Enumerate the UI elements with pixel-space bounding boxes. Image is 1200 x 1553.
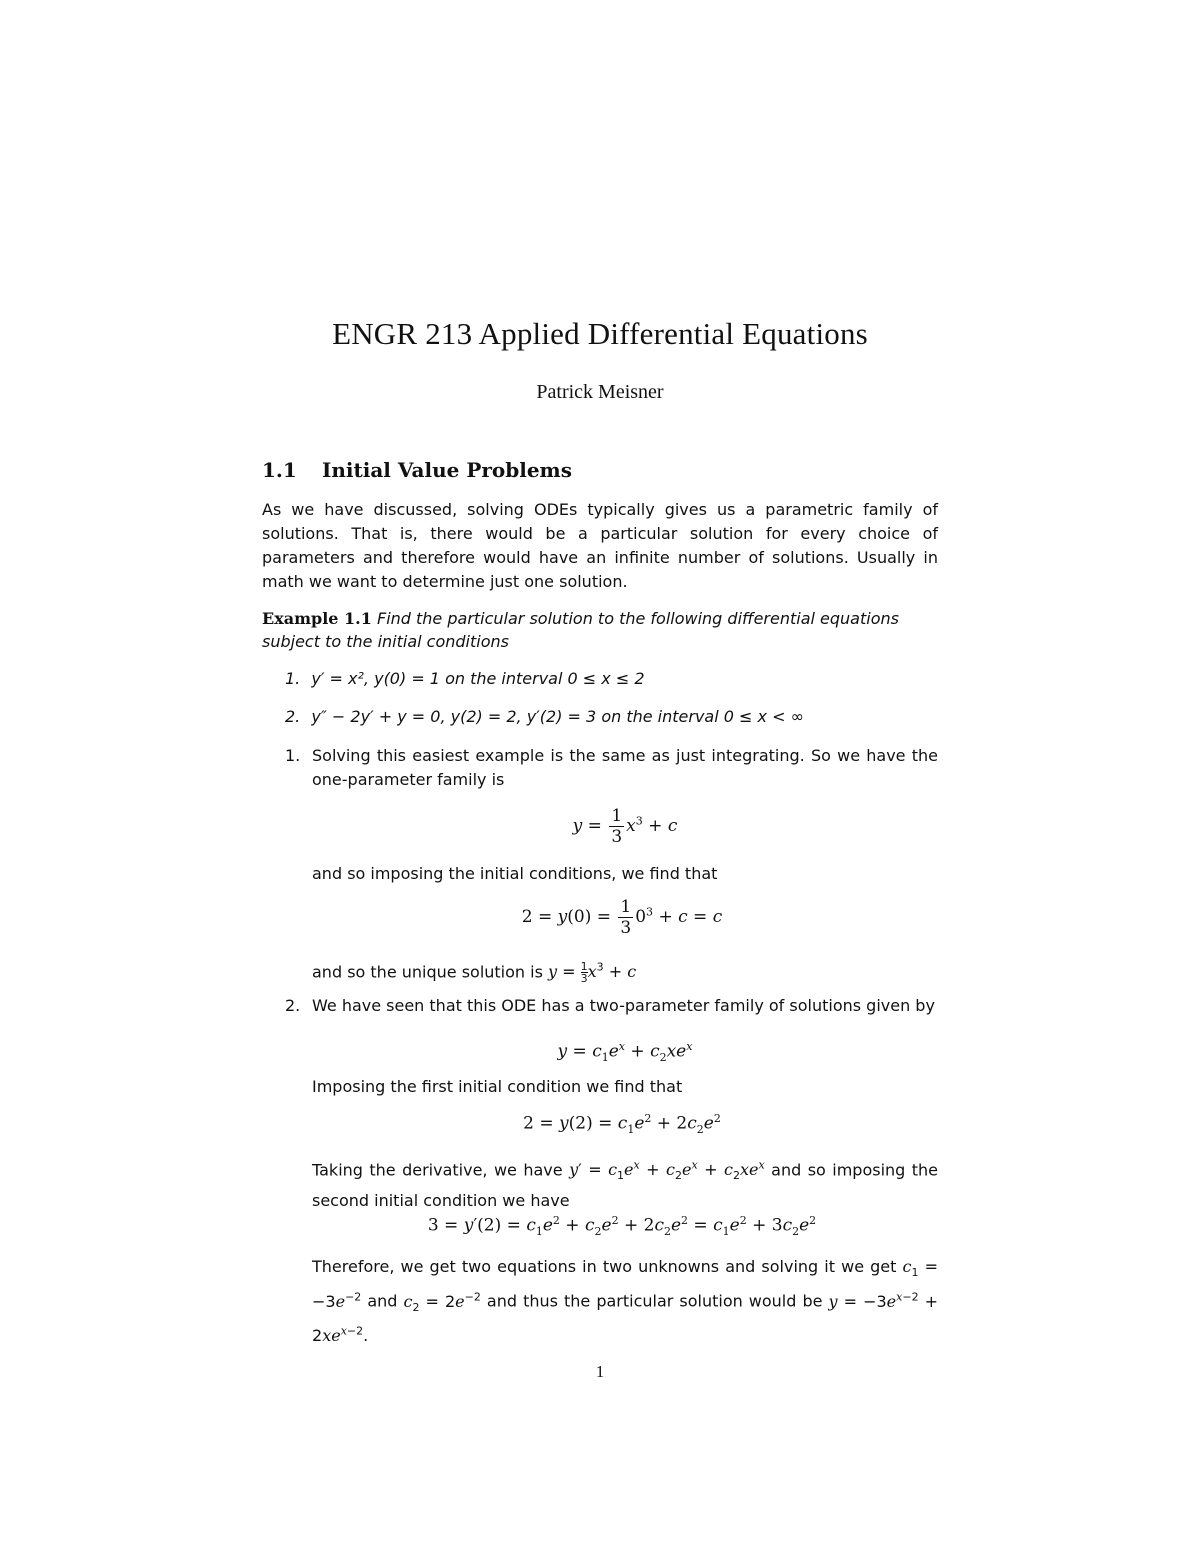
solution2-c2-value: $c_2 = 2e^{-2}$ xyxy=(403,1290,481,1314)
equation-second-condition: $3 = y'(2) = c_1e^2 + c_2e^2 + 2c_2e^2 = c_1e^2 + 3c_2e^2$ xyxy=(427,1214,817,1239)
solution2-derivative-text: Taking the derivative, we have xyxy=(312,1160,563,1180)
example-label: Example 1.1 xyxy=(262,609,372,628)
solution1-conclusion: and so the unique solution is xyxy=(312,962,543,982)
equation-general-solution: $y = c_1e^x + c_2xe^x$ xyxy=(557,1040,693,1065)
solution-marker-2: 2. xyxy=(285,996,301,1015)
solution2-final-text-2: and xyxy=(367,1291,398,1311)
solution2-final xyxy=(312,1255,938,1348)
document-title: ENGR 213 Applied Differential Equations xyxy=(332,316,868,351)
problem-item-1 xyxy=(285,667,645,691)
solution1-text-b: and so imposing the initial conditions, we find that xyxy=(312,864,718,883)
example-block xyxy=(262,607,938,653)
solution1-text-c xyxy=(312,956,636,984)
equation-family: y = $\frac{1}{3}$ $x^3 + c$ xyxy=(572,806,678,847)
solution1-inline-eq: y = $\frac{1}{3}$ $x^3 + c$ xyxy=(548,960,637,986)
problem-item-2 xyxy=(285,705,804,729)
solution2-c1-value: $c_1 = -3e^{-2}$ xyxy=(312,1257,939,1311)
equation-first-condition: $2 = y(2) = c_1e^2 + 2c_2e^2$ xyxy=(523,1112,721,1137)
solution2-derivative-eq: $y' = c_1e^x + c_2e^x + c_2xe^x$ xyxy=(569,1159,765,1183)
example-statement: Find the particular solution to the following differential equations subject to the initial conditions xyxy=(262,609,899,651)
solution2-final-text-1: Therefore, we get two equations in two unknowns and solving it we get xyxy=(312,1257,897,1276)
section-heading xyxy=(262,458,572,482)
solution2-second-condition-text: and so imposing the second initial condition we have xyxy=(312,1160,939,1210)
solution2-text-c xyxy=(312,1154,938,1213)
intro-paragraph: As we have discussed, solving ODEs typically gives us a parametric family of solutions. That is, there would be a particular solution for every choice of parameters and therefore would have an infinite number of solutions. Usually in math we want to determine just one solution. xyxy=(262,500,938,591)
solution2-intro: We have seen that this ODE has a two-parameter family of solutions given by xyxy=(312,996,935,1015)
solution-marker-1: 1. xyxy=(285,746,301,765)
solution2-final-text-3: and thus the particular solution would be xyxy=(486,1291,823,1311)
problem-text-1: y′ = x², y(0) = 1 on the interval 0 ≤ x ≤ 2 xyxy=(311,669,645,688)
section-number: 1.1 xyxy=(262,458,297,482)
page-number: 1 xyxy=(595,1362,605,1381)
equation-initial: 2 = y(0) = $\frac{1}{3}$ $0^3 + c = c$ xyxy=(521,897,723,938)
problem-text-2: y″ − 2y′ + y = 0, y(2) = 2, y′(2) = 3 on the interval 0 ≤ x < ∞ xyxy=(311,707,804,726)
problem-marker-1: 1. xyxy=(285,669,301,688)
solution2-text-b: Imposing the first initial condition we find that xyxy=(312,1077,683,1096)
section-title: Initial Value Problems xyxy=(322,458,572,482)
solution1-intro: Solving this easiest example is the same as just integrating. So we have the one-parameter family is xyxy=(312,746,938,789)
problem-marker-2: 2. xyxy=(285,707,301,726)
solution2-particular-solution: $y = -3e^{x-2} + 2xe^{x-2}$. xyxy=(312,1290,939,1346)
document-author: Patrick Meisner xyxy=(536,381,664,403)
